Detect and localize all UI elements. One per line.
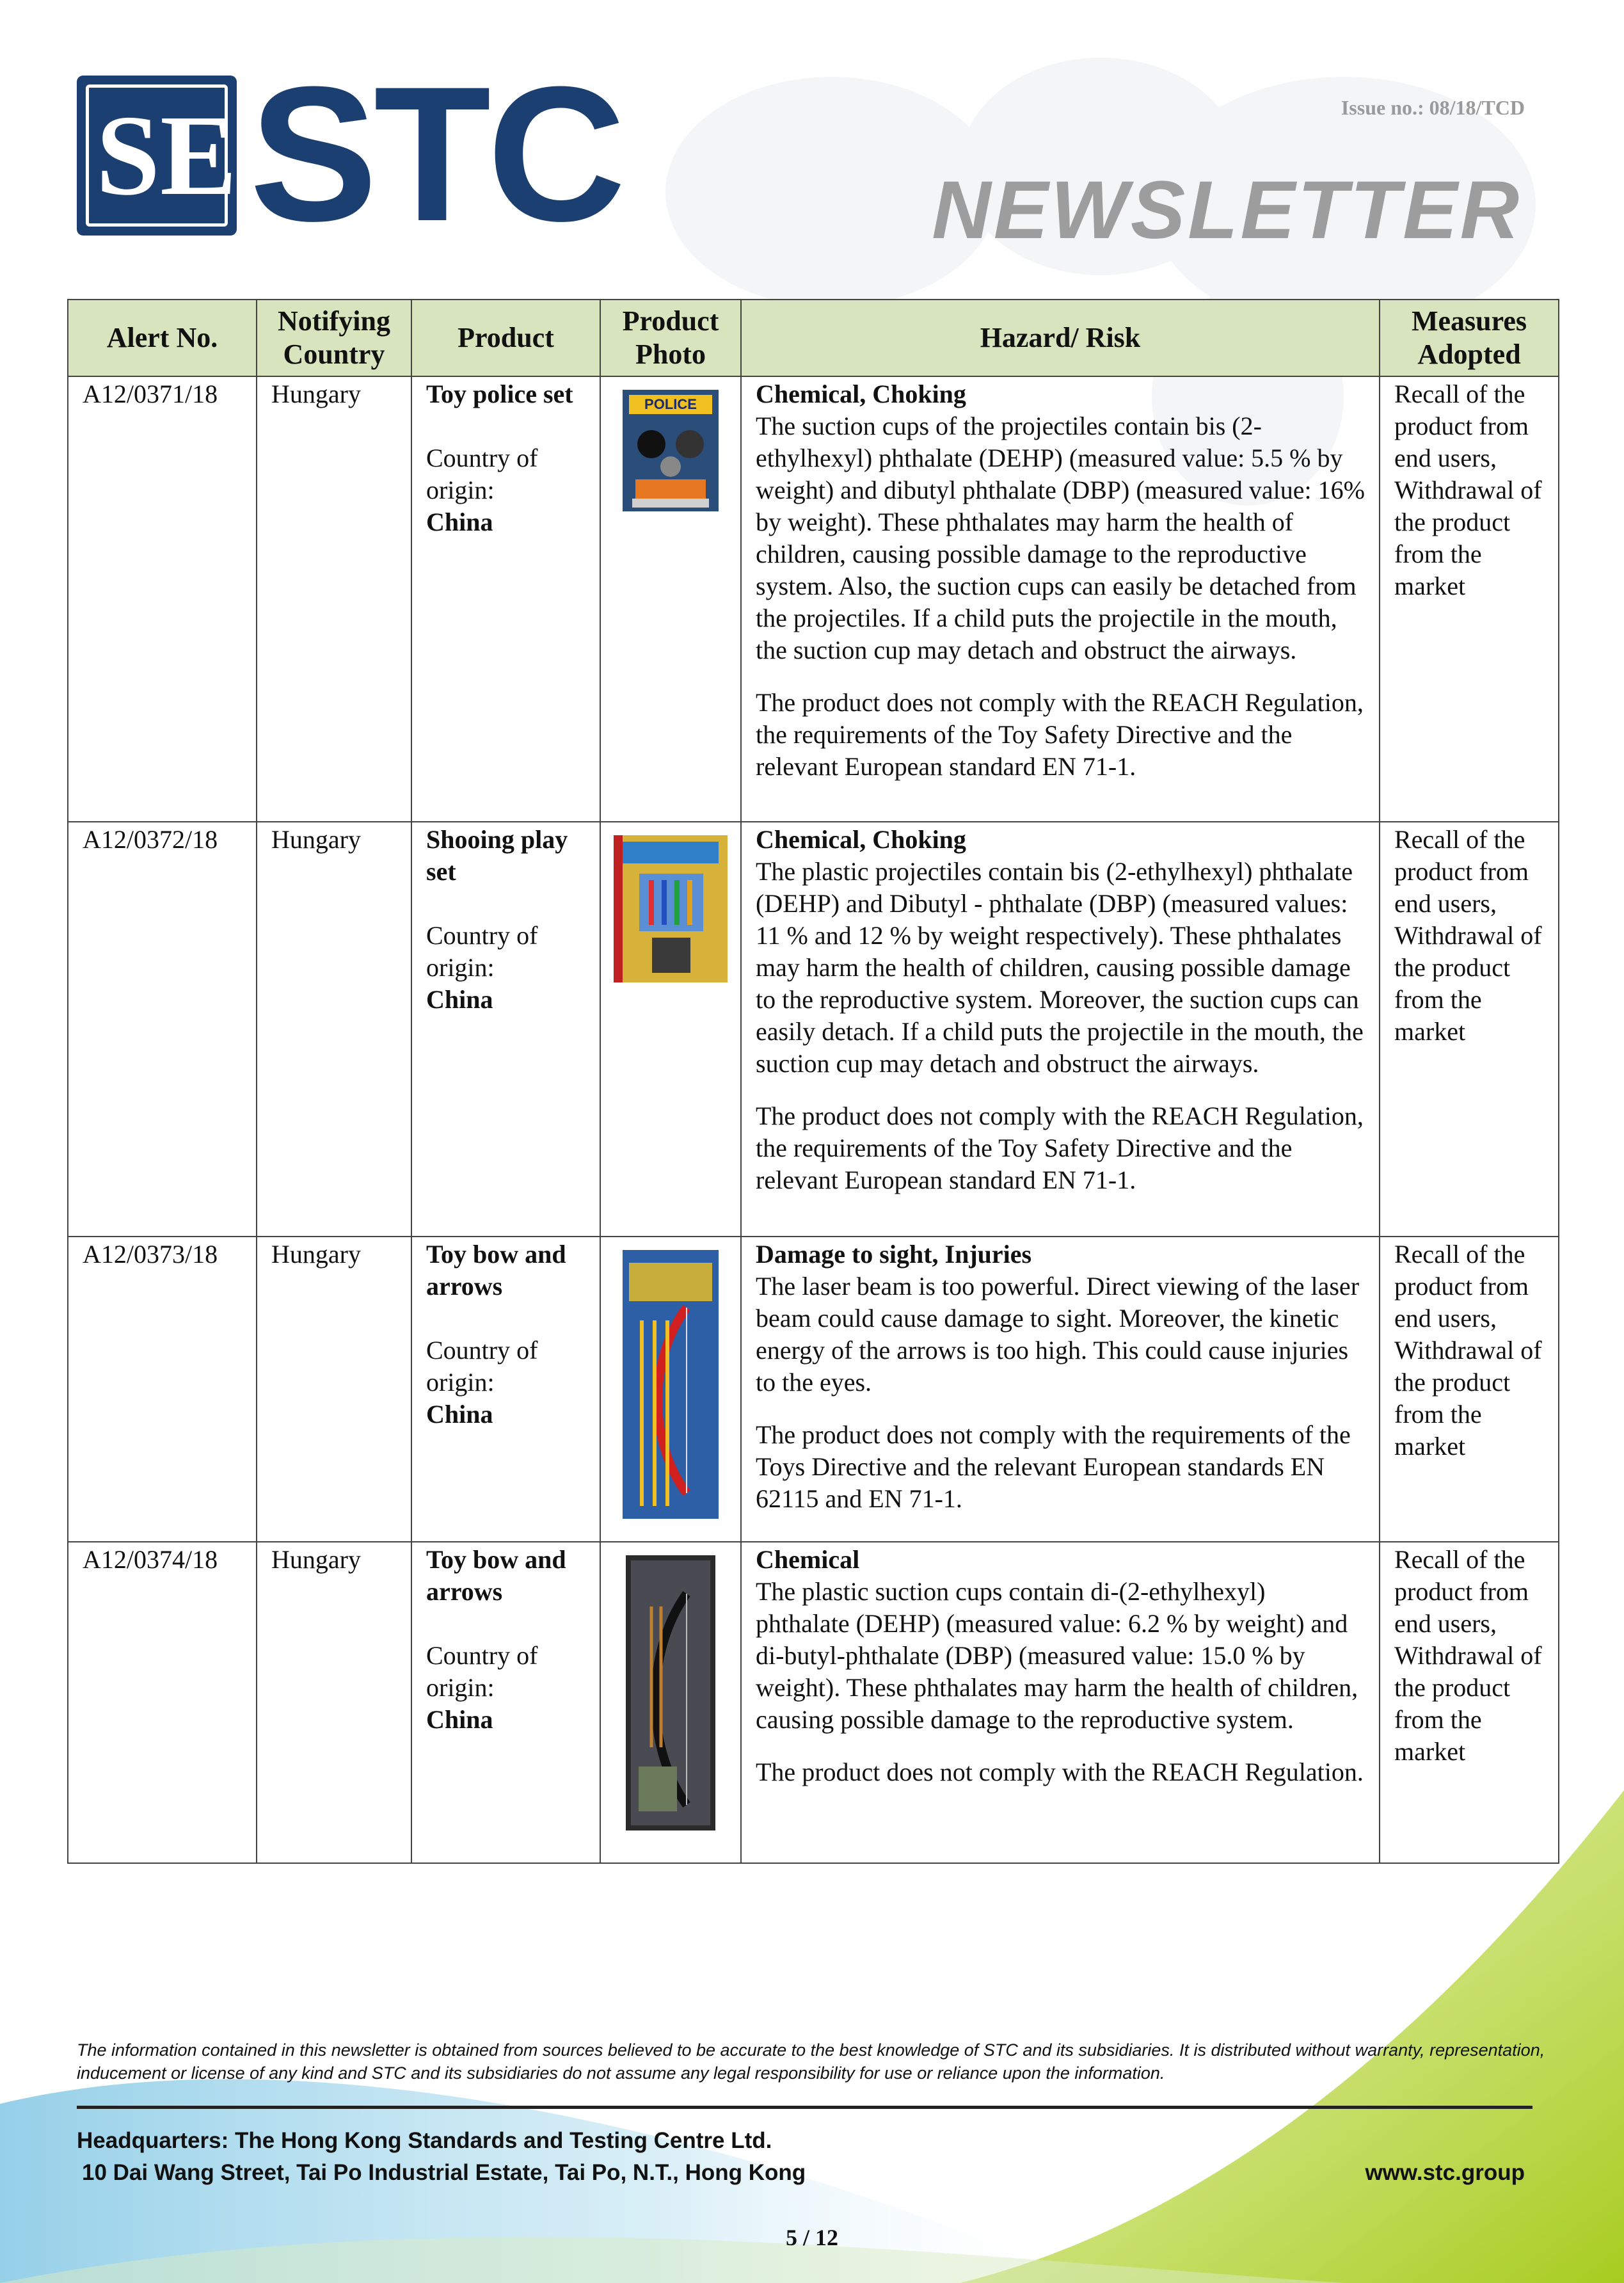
header-hazard-risk: Hazard/ Risk (741, 300, 1380, 376)
hazard-title: Chemical (756, 1545, 860, 1574)
origin-label: Country of origin: (426, 1641, 538, 1702)
hazard-description: The suction cups of the projectiles contain bis (2-ethylhexyl) phthalate (DEHP) (measured value: 5.5 % by weight) and dibutyl phthalate (DBP) (measured value: 16% by weight). These phthalates may harm the health of children, causing possible damage to the reproductive system. Also, the suction cups can easily be detached from the projectiles. If a child puts the projectile in the mouth, the suction cup may detach and obstruct the airways. (756, 412, 1365, 664)
origin-label: Country of origin: (426, 921, 538, 982)
product-name: Toy bow and arrows (426, 1545, 566, 1606)
product-photo-cell (600, 822, 741, 1237)
origin-label: Country of origin: (426, 1336, 538, 1397)
hazard-compliance: The product does not comply with the REACH Regulation, the requirements of the Toy Safety Directive and the relevant European standard EN 71-1. (756, 1101, 1364, 1194)
origin-country: China (426, 508, 493, 536)
table-row (68, 1542, 1559, 1863)
notifying-country: Hungary (257, 822, 411, 1237)
notifying-country: Hungary (257, 1542, 411, 1863)
product-name: Toy bow and arrows (426, 1240, 566, 1301)
headquarters-name: Headquarters: The Hong Kong Standards and Testing Centre Ltd. (77, 2128, 772, 2153)
hazard-cell (741, 822, 1380, 1237)
measures-adopted: Recall of the product from end users, Withdrawal of the product from the market (1380, 1542, 1559, 1863)
alert-number: A12/0373/18 (68, 1237, 257, 1542)
logo-emblem (77, 76, 237, 236)
stc-logo (77, 46, 672, 261)
hazard-compliance: The product does not comply with the REACH Regulation, the requirements of the Toy Safety Directive and the relevant European standard EN 71-1. (756, 688, 1364, 781)
measures-adopted: Recall of the product from end users, Withdrawal of the product from the market (1380, 1237, 1559, 1542)
disclaimer: The information contained in this newsletter is obtained from sources believed to be accurate to the best knowledge of STC and its subsidiaries. It is distributed without warranty, representation, inducement or license of any kind and STC and its subsidiaries do not assume any legal responsibility for use or reliance upon the information. (77, 2040, 1545, 2083)
alert-number: A12/0372/18 (68, 822, 257, 1237)
shooting-play-set-photo (614, 835, 728, 982)
product-name: Shooing play set (426, 825, 568, 886)
headquarters-address: 10 Dai Wang Street, Tai Po Industrial Estate, Tai Po, N.T., Hong Kong (82, 2160, 806, 2185)
logo-wordmark: STC (250, 46, 622, 261)
origin-country: China (426, 985, 493, 1014)
product-photo-cell (600, 1237, 741, 1542)
issue-number: Issue no.: 08/18/TCD (1341, 96, 1525, 119)
table-row (68, 376, 1559, 822)
footer-divider (77, 2106, 1532, 2109)
measures-adopted: Recall of the product from end users, Withdrawal of the product from the market (1380, 822, 1559, 1237)
hazard-description: The plastic suction cups contain di-(2-ethylhexyl) phthalate (DEHP) (measured value: 6.2 % by weight) and di-butyl-phthalate (DBP) (measured value: 15.0 % by weight). These phthalates may harm the health of children, causing possible damage to the reproductive system. (756, 1577, 1358, 1734)
product-cell (411, 822, 600, 1237)
hazard-compliance: The product does not comply with the REACH Regulation. (756, 1758, 1364, 1786)
hazard-description: The plastic projectiles contain bis (2-ethylhexyl) phthalate (DEHP) and Dibutyl - phthalate (DBP) (measured values: 11 % and 12 % by weight respectively). These phthalates may harm the health of children, causing possible damage to the reproductive system. Moreover, the suction cups can easily detach. If a child puts the projectile in the mouth, the suction cup may detach and obstruct the airways. (756, 857, 1364, 1078)
toy-police-set-photo (623, 390, 719, 511)
table-row (68, 1237, 1559, 1542)
page-number: 5 / 12 (785, 2225, 838, 2250)
product-cell (411, 1542, 600, 1863)
header-product: Product (411, 300, 600, 376)
origin-country: China (426, 1705, 493, 1734)
table-header-row (68, 300, 1559, 376)
header-product-photo: Product Photo (600, 300, 741, 376)
product-photo-cell (600, 376, 741, 822)
table-row (68, 822, 1559, 1237)
origin-country: China (426, 1400, 493, 1429)
svg-text:POLICE: POLICE (644, 396, 697, 412)
origin-label: Country of origin: (426, 444, 538, 504)
header-notifying-country: Notifying Country (257, 300, 411, 376)
newsletter-title: NEWSLETTER (932, 164, 1522, 256)
product-cell (411, 1237, 600, 1542)
notifying-country: Hungary (257, 1237, 411, 1542)
hazard-compliance: The product does not comply with the requirements of the Toys Directive and the relevant European standards EN 62115 and EN 71-1. (756, 1420, 1351, 1513)
alert-number: A12/0371/18 (68, 376, 257, 822)
product-photo-cell (600, 1542, 741, 1863)
toy-bow-and-arrows-photo (623, 1250, 719, 1519)
notifying-country: Hungary (257, 376, 411, 822)
hazard-cell (741, 1542, 1380, 1863)
logo-mark: SE (96, 92, 237, 219)
product-cell (411, 376, 600, 822)
hazard-title: Chemical, Choking (756, 380, 966, 408)
hazard-description: The laser beam is too powerful. Direct viewing of the laser beam could cause damage to sight. Moreover, the kinetic energy of the arrows is too high. This could cause injuries to the eyes. (756, 1272, 1360, 1397)
hazard-cell (741, 376, 1380, 822)
product-name: Toy police set (426, 380, 573, 408)
alert-number: A12/0374/18 (68, 1542, 257, 1863)
toy-bow-and-arrows-photo (626, 1555, 715, 1830)
header-alert-no: Alert No. (68, 300, 257, 376)
hazard-title: Damage to sight, Injuries (756, 1240, 1032, 1269)
hazard-title: Chemical, Choking (756, 825, 966, 854)
alerts-table (67, 299, 1559, 1864)
measures-adopted: Recall of the product from end users, Withdrawal of the product from the market (1380, 376, 1559, 822)
header-measures-adopted: Measures Adopted (1380, 300, 1559, 376)
website-link[interactable]: www.stc.group (1365, 2160, 1525, 2185)
hazard-cell (741, 1237, 1380, 1542)
